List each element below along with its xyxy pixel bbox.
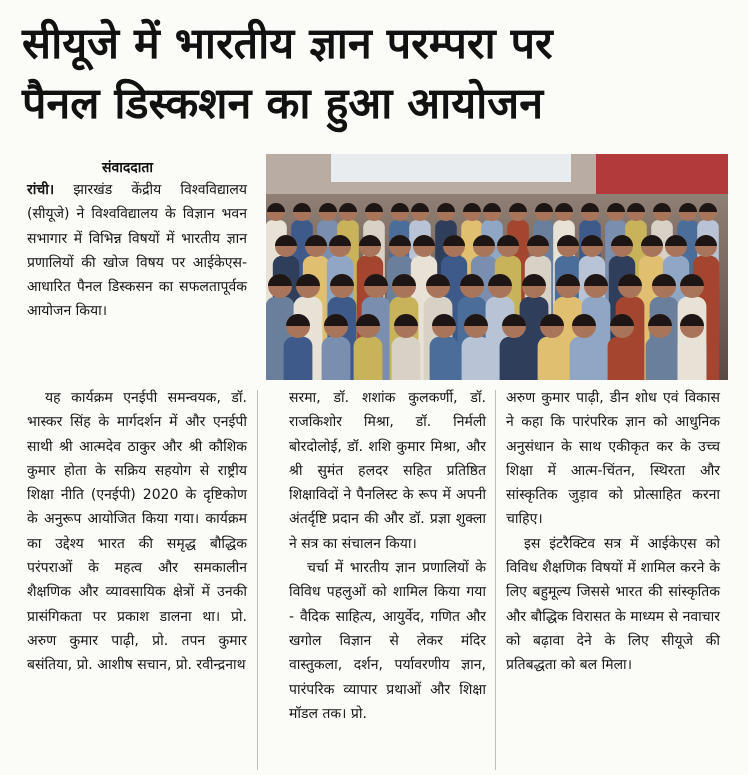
column-2-paragraph-2: चर्चा में भारतीय ज्ञान प्रणालियों के विविध पहलुओं को शामिल किया गया - वैदिक साहित्य, आयुर्वेद, गणित और खगोल विज्ञान से लेकर मंदिर वास्तुकला, दर्शन, पर्यावरणीय ज्ञान, पारंपरिक व्यापार प्रथाओं और शिक्षा मॉडल तक। प्रो. — [289, 560, 486, 722]
person-body — [354, 337, 383, 380]
column-2-paragraph-1: सरमा, डॉ. शशांक कुलकर्णी, डॉ. राजकिशोर मिश्रा, डॉ. निर्मली बोरदोलोई, डॉ. शशि कुमार मिश्रा, और श्री सुमंत हलदर सहित प्रतिष्ठित शिक्षाविदों ने पैनलिस्ट के रूप में अपनी अंतर्दृष्टि प्रदान की और डॉ. प्रज्ञा शुक्ला ने सत्र का संचालन किया। — [289, 390, 486, 552]
byline: संवाददाता — [102, 160, 153, 176]
dateline: रांची। — [27, 182, 55, 198]
column-1 — [27, 386, 247, 678]
person-body — [284, 337, 313, 380]
intro-text: झारखंड केंद्रीय विश्वविद्यालय (सीयूजे) ने विश्वविद्यालय के विज्ञान भवन सभागार में विभिन्न विषयों में भारतीय ज्ञान प्रणालियों की खोज विषय पर आईकेएस-आधारित पैनल डिस्कसन का सफलतापूर्वक आयोजन किया। — [27, 182, 248, 320]
column-divider — [495, 390, 496, 770]
headline-line-1: सीयूजे में भारतीय ज्ञान परम्परा पर — [22, 19, 553, 69]
person-body — [678, 337, 707, 380]
person-body — [608, 337, 637, 380]
person-body — [322, 337, 351, 380]
group-photo — [266, 154, 728, 380]
person-body — [646, 337, 675, 380]
column-1-text: यह कार्यक्रम एनईपी समन्वयक, डॉ. भास्कर सिंह के मार्गदर्शन में और एनईपी साथी श्री आत्मदेव ठाकुर और श्री कौशिक कुमार होता के सक्रिय सहयोग से राष्ट्रीय शिक्षा नीति (एनईपी) 2020 के दृष्टिकोण के अनुरूप आयोजित किया गया। कार्यक्रम का उद्देश्य भारत की समृद्ध बौद्धिक परंपराओं के महत्व और समकालीन शैक्षणिक और व्यावसायिक क्षेत्रों में उनकी प्रासंगिकता पर प्रकाश डालना था। प्रो. अरुण कुमार पाढ़ी, प्रो. तपन कुमार बसंतिया, प्रो. आशीष सचान, प्रो. रवीन्द्रनाथ — [27, 390, 247, 674]
column-3-paragraph-2: इस इंटरैक्टिव सत्र में आईकेएस को विविध शैक्षणिक विषयों में शामिल करने के लिए बहुमूल्य जिससे भारत की सांस्कृतिक और बौद्धिक विरासत के माध्यम से नवाचार को बढ़ावा देने के लिए सीयूजे की प्रतिबद्धता को बल मिला। — [506, 535, 720, 674]
person-body — [392, 337, 421, 380]
person-body — [430, 337, 459, 380]
person-body — [500, 337, 529, 380]
column-2 — [289, 386, 486, 726]
column-3 — [506, 386, 720, 678]
person-body — [570, 337, 599, 380]
column-3-paragraph-1: अरुण कुमार पाढ़ी, डीन शोध एवं विकास ने कहा कि पारंपरिक ज्ञान को आधुनिक अनुसंधान के साथ एकीकृत कर के उच्च शिक्षा में आत्म-चिंतन, स्थिरता और सांस्कृतिक जुड़ाव को प्रोत्साहित करना चाहिए। — [506, 390, 720, 528]
group-photo-illustration — [266, 154, 728, 380]
column-divider — [257, 390, 258, 770]
person-body — [462, 337, 491, 380]
intro-paragraph — [27, 178, 247, 324]
headline-line-2: पैनल डिस्कशन का हुआ आयोजन — [22, 79, 544, 129]
person-body — [538, 337, 567, 380]
headline — [22, 14, 732, 134]
